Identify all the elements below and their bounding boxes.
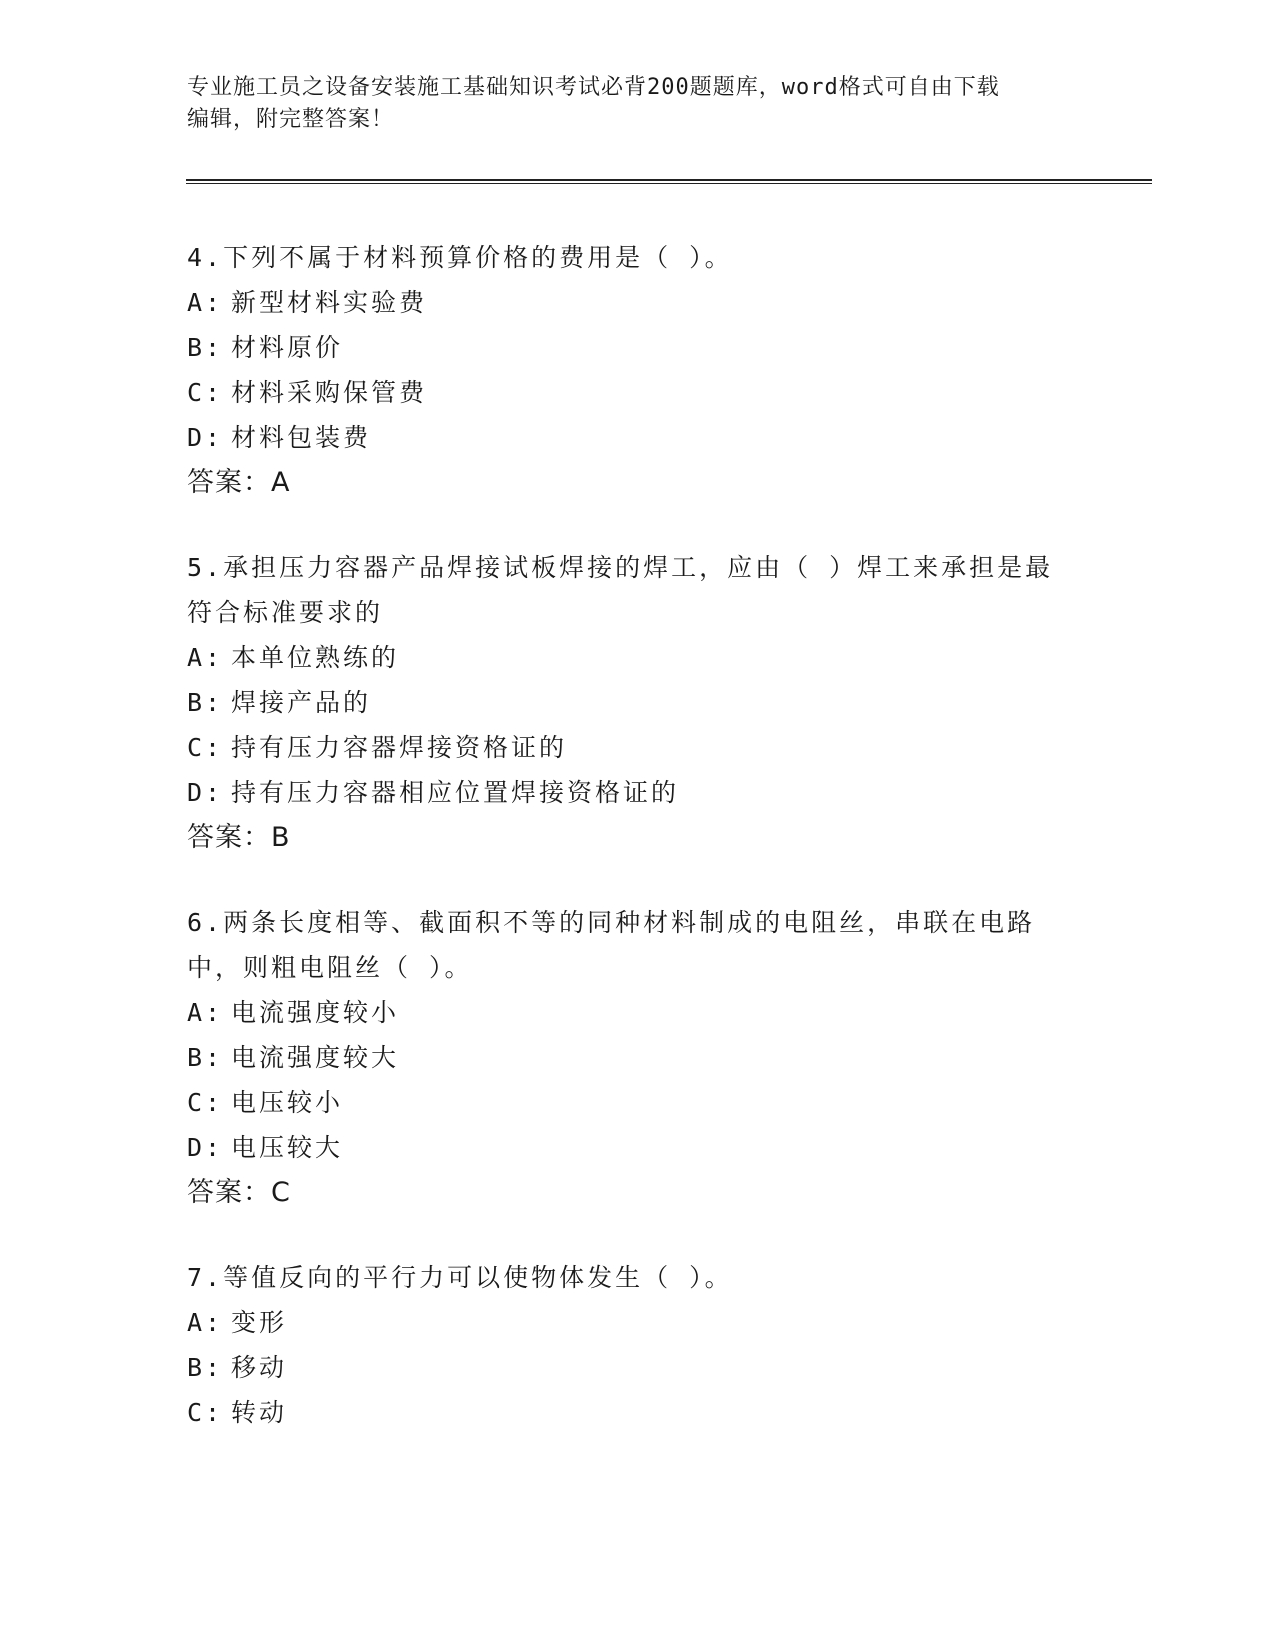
question-stem: 4.下列不属于材料预算价格的费用是（ ）。 (187, 243, 733, 272)
question-5 (187, 545, 1087, 860)
option-key: A: (187, 998, 224, 1027)
question-list (187, 235, 1087, 1475)
option-a (187, 990, 1087, 1035)
option-key: B: (187, 1353, 224, 1382)
option-b (187, 1035, 1087, 1080)
option-a (187, 635, 1087, 680)
option-key: B: (187, 688, 224, 717)
option-key: D: (187, 778, 224, 807)
option-text: 电压较小 (231, 1088, 344, 1117)
option-key: D: (187, 1133, 224, 1162)
option-b (187, 1345, 1087, 1390)
option-c (187, 725, 1087, 770)
option-text: 电流强度较小 (231, 998, 400, 1027)
option-text: 材料原价 (231, 333, 344, 362)
option-text: 材料采购保管费 (231, 378, 428, 407)
option-text: 材料包装费 (231, 423, 372, 452)
question-stem-continued: 中，则粗电阻丝（ ）。 (187, 953, 473, 982)
question-stem: 5.承担压力容器产品焊接试板焊接的焊工，应由（ ）焊工来承担是最 (187, 553, 1054, 582)
option-text: 新型材料实验费 (231, 288, 428, 317)
option-key: C: (187, 733, 224, 762)
header-line-1: 专业施工员之设备安装施工基础知识考试必背200题题库，word格式可自由下载 (187, 75, 1000, 100)
answer-line: 答案：A (187, 467, 291, 498)
answer-line: 答案：C (187, 1177, 291, 1208)
option-key: A: (187, 643, 224, 672)
option-d (187, 1125, 1087, 1170)
option-key: C: (187, 1398, 224, 1427)
option-text: 转动 (231, 1398, 288, 1427)
option-c (187, 370, 1087, 415)
answer-line: 答案：B (187, 822, 291, 853)
question-stem-continued: 符合标准要求的 (187, 598, 384, 627)
option-b (187, 325, 1087, 370)
option-key: A: (187, 288, 224, 317)
question-4 (187, 235, 1087, 505)
option-text: 持有压力容器焊接资格证的 (231, 733, 568, 762)
option-a (187, 1300, 1087, 1345)
question-stem: 7.等值反向的平行力可以使物体发生（ ）。 (187, 1263, 733, 1292)
option-text: 电压较大 (231, 1133, 344, 1162)
option-d (187, 770, 1087, 815)
option-key: C: (187, 378, 224, 407)
option-key: A: (187, 1308, 224, 1337)
option-a (187, 280, 1087, 325)
option-c (187, 1080, 1087, 1125)
header-divider (186, 179, 1152, 184)
option-text: 本单位熟练的 (231, 643, 400, 672)
option-text: 持有压力容器相应位置焊接资格证的 (231, 778, 680, 807)
option-key: C: (187, 1088, 224, 1117)
option-text: 变形 (231, 1308, 288, 1337)
option-key: B: (187, 1043, 224, 1072)
header-line-2: 编辑，附完整答案！ (187, 107, 395, 132)
option-d (187, 415, 1087, 460)
document-header (187, 72, 1087, 136)
option-text: 移动 (231, 1353, 288, 1382)
question-6 (187, 900, 1087, 1215)
option-key: B: (187, 333, 224, 362)
question-stem: 6.两条长度相等、截面积不等的同种材料制成的电阻丝，串联在电路 (187, 908, 1036, 937)
option-b (187, 680, 1087, 725)
option-text: 焊接产品的 (231, 688, 372, 717)
option-c (187, 1390, 1087, 1435)
question-7 (187, 1255, 1087, 1435)
option-key: D: (187, 423, 224, 452)
option-text: 电流强度较大 (231, 1043, 400, 1072)
